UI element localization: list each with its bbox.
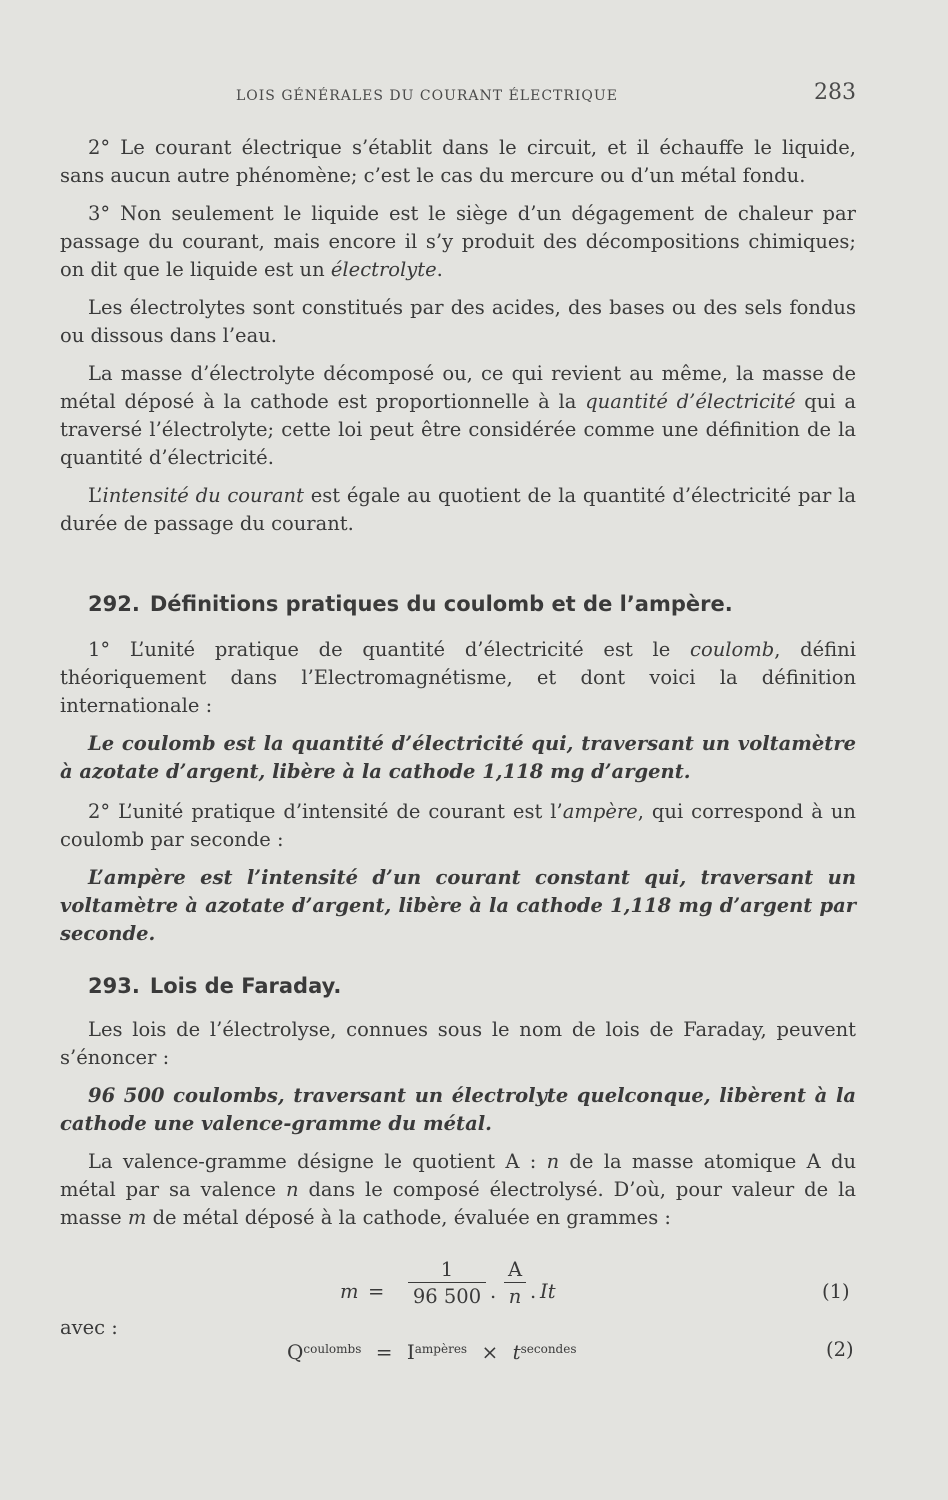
section-title: Lois de Faraday. (149, 974, 342, 998)
definition-coulomb: Le coulomb est la quantité d’électricité qui, traversant un voltamètre à azotate d’argent, libère à la cathode 1,118 mg d’argent. (60, 732, 856, 783)
formula-t: t (512, 1340, 521, 1364)
equation-label-1: (1) (822, 1280, 850, 1303)
formula-it: It (540, 1280, 556, 1303)
section-title: Définitions pratiques du coulomb et de l’ampère. (149, 592, 733, 616)
fraction-denominator: n (508, 1285, 522, 1308)
paragraph-3: 3° Non seulement le liquide est le siège d’un dégagement de chaleur par passage du courant, mais encore il s’y produit des décompositions chimiques; on dit que le liquide est un électrolyte. (60, 202, 856, 281)
fraction-1-over-96500 (408, 1258, 486, 1311)
paragraph-valence: La valence-gramme désigne le quotient A : n de la masse atomique A du métal par sa valence n dans le composé électrolysé. D’où, pour valeur de la masse m de métal déposé à la cathode, évaluée en grammes : (60, 1150, 856, 1229)
paragraph-faraday: Les lois de l’électrolyse, connues sous le nom de lois de Faraday, peuvent s’énoncer : (60, 1018, 856, 1069)
intro-text (60, 134, 856, 538)
formula-equals: = (375, 1340, 393, 1364)
formula-dot: . (530, 1280, 537, 1303)
running-head: LOIS GÉNÉRALES DU COURANT ÉLECTRIQUE (236, 88, 618, 104)
section-number: 292. (88, 592, 140, 616)
paragraph-2: 2° Le courant électrique s’établit dans le circuit, et il échauffe le liquide, sans aucun autre phénomène; c’est le cas du mercure ou d’un métal fondu. (60, 136, 856, 187)
paragraph-ampere: 2° L’unité pratique d’intensité de courant est l’ampère, qui correspond à un coulomb par seconde : (60, 800, 856, 851)
paragraph-electrolytes: Les électrolytes sont constitués par des acides, des bases ou des sels fondus ou dissous dans l’eau. (60, 296, 856, 347)
formula-equals: = (368, 1280, 385, 1303)
paragraph-coulomb: 1° L’unité pratique de quantité d’électricité est le coulomb, défini théoriquement dans l’Electromagnétisme, et dont voici la définition internationale : (60, 638, 856, 717)
unit-coulombs: coulombs (303, 1342, 362, 1356)
formula-dot: . (490, 1280, 497, 1303)
fraction-a-over-n (504, 1258, 526, 1311)
section-293-text (60, 1016, 856, 1232)
formula-q: Q (287, 1340, 304, 1364)
section-292-text (60, 636, 856, 948)
formula-m: m (340, 1280, 359, 1303)
section-number: 293. (88, 974, 140, 998)
faraday-law: 96 500 coulombs, traversant un électrolyte quelconque, libèrent à la cathode une valence-gramme du métal. (60, 1084, 856, 1135)
fraction-numerator: A (507, 1258, 523, 1281)
unit-secondes: secondes (520, 1342, 577, 1356)
paragraph-masse: La masse d’électrolyte décomposé ou, ce qui revient au même, la masse de métal déposé à la cathode est proportionnelle à la quantité d’électricité qui a traversé l’électrolyte; cette loi peut être considérée comme une définition de la quantité d’électricité. (60, 362, 856, 469)
fraction-denominator: 96 500 (412, 1285, 482, 1308)
page-number: 283 (814, 80, 856, 105)
avec-label: avec : (60, 1316, 118, 1339)
unit-amperes: ampères (414, 1342, 468, 1356)
section-292-heading (88, 592, 743, 616)
equation-label-2: (2) (826, 1338, 854, 1361)
formula-2 (287, 1340, 576, 1364)
definition-ampere: L’ampère est l’intensité d’un courant constant qui, traversant un voltamètre à azotate d’argent, libère à la cathode 1,118 mg d’argent par seconde. (60, 866, 856, 945)
fraction-numerator: 1 (440, 1258, 454, 1281)
paragraph-intensite: L’intensité du courant est égale au quotient de la quantité d’électricité par la durée de passage du courant. (60, 484, 856, 535)
formula-i: I (406, 1340, 415, 1364)
section-293-heading (88, 974, 351, 998)
formula-times: × (481, 1340, 499, 1364)
